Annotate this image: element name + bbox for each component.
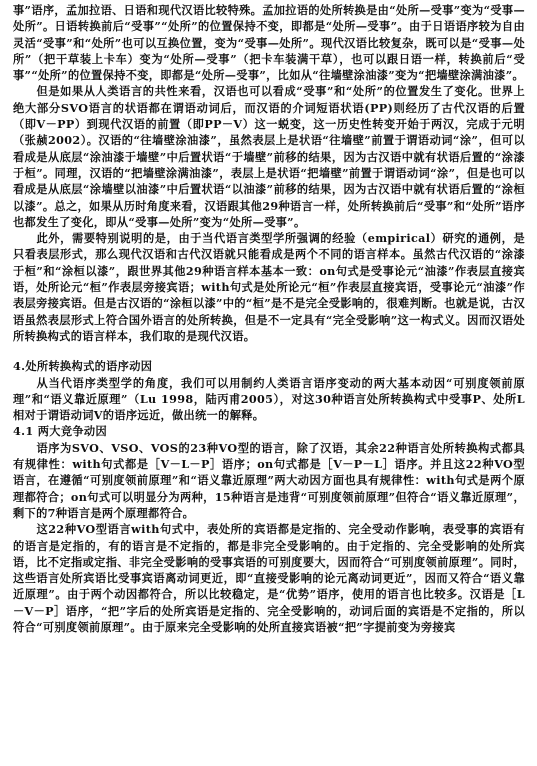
paragraph-vo-languages: 语序为SVO、VSO、VOS的23种VO型的语言，除了汉语，其余22种语言处所转换构式都具有规律性：with句式都是［V－L－P］语序；on句式都是［V－P－L］语序。并且这22种VO型语言，在遵循“可别度领前原理”和“语义靠近原理”两大动因方面也具有规律性：with句式是两个原理都符合；on句式可以明显分为两种，15种语言是违背“可别度领前原理”但符合“语义靠近原理”，剩下的7种语言是两个原理都符合。	[13, 440, 525, 520]
section-intro-paragraph: 从当代语序类型学的角度，我们可以用制约人类语言语序变动的两大基本动因“可别度领前原理”和“语义靠近原理”（Lu 1998，陆丙甫2005），对这30种语言处所转换构式中受事P、处所L相对于谓语动词V的语序远近，做出统一的解释。	[13, 375, 525, 423]
section-spacer	[13, 344, 525, 358]
paragraph-with-construction: 这22种VO型语言with句式中，表处所的宾语都是定指的、完全受动作影响，表受事的宾语有的语言是定指的，有的语言是不定指的，都是非完全受影响的。由于定指的、完全受影响的处所宾语，比不定指或定指、非完全受影响的受事宾语的可别度要大，因而符合“可别度领前原理”。同时，这些语言处所宾语比受事宾语离动词更近，即“直接受影响的论元离动词更近”，因而又符合“语义靠近原理”。由于两个动因都符合，所以比较稳定，是“优势”语序，使用的语言也比较多。汉语是［L－V－P］语序，“把”字后的处所宾语是定指的、完全受影响的，动词后面的宾语是不定指的，所以符合“可别度领前原理”。由于原来完全受影响的处所直接宾语被“把”字提前变为旁接宾	[13, 522, 525, 634]
document-page	[13, 2, 525, 762]
section-heading: 4.处所转换构式的语序动因	[13, 359, 153, 374]
subsection-heading: 4.1 两大竞争动因	[13, 424, 107, 439]
paragraph-language-sample: 此外，需要特别说明的是，由于当代语言类型学所强调的经验（empirical）研究的通例，是只看表层形式，那么现代汉语和古代汉语就只能看成是两个不同的语言样本。虽然古代汉语的“涂漆于桓”和“涂桓以漆”，跟世界其他29种语言样本基本一致：on句式是受事论元“油漆”作表层直接宾语，处所论元“桓”作表层旁接宾语；with句式是处所论元“桓”作表层直接宾语，受事论元“油漆”作表层旁接宾语。但是古汉语的“涂桓以漆”中的“桓”是不是完全受影响的，很难判断。也就是说，古汉语虽然表层形式上符合国外语言的处所转换，但是不一定具有“完全受影响”这一构式义。因而汉语处所转换构式的语言样本，我们取的是现代汉语。	[13, 231, 525, 343]
paragraph-continued: 事”语序，孟加拉语、日语和现代汉语比较特殊。孟加拉语的处所转换是由“处所—受事”变为“受事—处所”。日语转换前后“受事”“处所”的位置保持不变，即都是“处所—受事”。由于日语语序较为自由灵活“受事”和“处所”也可以互换位置，变为“受事—处所”。现代汉语比较复杂，既可以是“受事—处所”（把干草装上卡车）变为“处所—受事”（把卡车装满干草），也可以跟日语一样，转换前后“受事”“处所”的位置保持不变，即都是“处所—受事”，比如从“往墙壁涂油漆”变为“把墙壁涂满油漆”。	[13, 3, 525, 83]
paragraph-universal-view: 但是如果从人类语言的共性来看，汉语也可以看成“受事”和“处所”的位置发生了变化。世界上绝大部分SVO语言的状语都在谓语动词后，而汉语的介词短语状语(PP)则经历了古代汉语的后置（即V－PP）到现代汉语的前置（即PP－V）这一蜕变，这一历史性转变开始于两汉，完成于元明（张赪2002）。汉语的“往墙壁涂油漆”，虽然表层上是状语“往墙壁”前置于谓语动词“涂”，但可以看成是从底层“涂油漆于墙壁”中后置状语“于墙壁”前移的结果，因为古汉语中就有状语后置的“涂漆于桓”。同理，汉语的“把墙壁涂满油漆”，表层上是状语“把墙壁”前置于谓语动词“涂”，但是也可以看成是从底层“涂墙壁以油漆”中后置状语“以油漆”前移的结果，因为古汉语中就有状语后置的“涂桓以漆”。总之，如果从历时角度来看，汉语跟其他29种语言一样，处所转换前后“受事”和“处所”语序也都发生了变化，即从“受事—处所”变为“处所—受事”。	[13, 84, 525, 229]
